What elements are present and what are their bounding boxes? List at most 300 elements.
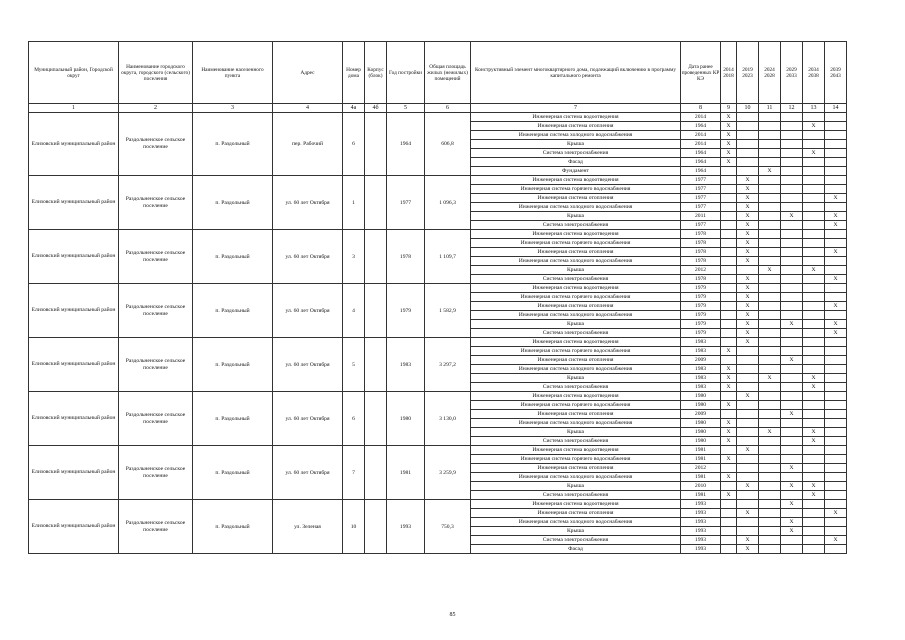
locality-cell: п. Раздольный bbox=[193, 338, 273, 392]
mark-2029-2033: X bbox=[781, 500, 803, 509]
mark-2039-2043 bbox=[825, 239, 847, 248]
mark-2024-2028: X bbox=[759, 266, 781, 275]
mark-2034-2038 bbox=[803, 230, 825, 239]
mark-2029-2033 bbox=[781, 428, 803, 437]
program-table-sheet bbox=[28, 41, 847, 554]
block-cell bbox=[365, 176, 387, 230]
structural-element-cell: Фасад bbox=[471, 158, 681, 167]
mark-2014-2018 bbox=[721, 464, 737, 473]
settlement-cell: Раздольненское сельское поселение bbox=[119, 284, 193, 338]
mark-2029-2033 bbox=[781, 365, 803, 374]
mark-2029-2033 bbox=[781, 455, 803, 464]
structural-element-cell: Инженерная система горячего водоснабжения bbox=[471, 239, 681, 248]
previous-repair-date-cell: 1977 bbox=[681, 194, 721, 203]
mark-2014-2018 bbox=[721, 221, 737, 230]
structural-element-cell: Инженерная система водоотведения bbox=[471, 176, 681, 185]
mark-2024-2028 bbox=[759, 284, 781, 293]
previous-repair-date-cell: 1993 bbox=[681, 518, 721, 527]
mark-2039-2043 bbox=[825, 518, 847, 527]
previous-repair-date-cell: 1993 bbox=[681, 500, 721, 509]
mark-2019-2023: X bbox=[737, 275, 759, 284]
column-number: 9 bbox=[721, 104, 737, 113]
mark-2039-2043 bbox=[825, 284, 847, 293]
mark-2034-2038 bbox=[803, 284, 825, 293]
mark-2024-2028 bbox=[759, 392, 781, 401]
column-number: 4а bbox=[343, 104, 365, 113]
mark-2034-2038 bbox=[803, 365, 825, 374]
mark-2029-2033: X bbox=[781, 482, 803, 491]
locality-cell: п. Раздольный bbox=[193, 176, 273, 230]
mark-2034-2038 bbox=[803, 536, 825, 545]
mark-2019-2023 bbox=[737, 347, 759, 356]
previous-repair-date-cell: 1977 bbox=[681, 185, 721, 194]
address-cell: ул. 60 лет Октября bbox=[273, 284, 343, 338]
table-row bbox=[29, 338, 847, 347]
column-number-row bbox=[29, 104, 847, 113]
block-cell bbox=[365, 446, 387, 500]
mark-2019-2023: X bbox=[737, 293, 759, 302]
table-row bbox=[29, 446, 847, 455]
address-cell: ул. Зеленая bbox=[273, 500, 343, 554]
table-row bbox=[29, 176, 847, 185]
mark-2034-2038 bbox=[803, 320, 825, 329]
mark-2014-2018: X bbox=[721, 365, 737, 374]
district-cell: Елизовский муниципальный район bbox=[29, 446, 119, 500]
mark-2024-2028 bbox=[759, 275, 781, 284]
program-table-body bbox=[29, 113, 847, 554]
mark-2019-2023 bbox=[737, 410, 759, 419]
column-number: 10 bbox=[737, 104, 759, 113]
column-number: 4 bbox=[273, 104, 343, 113]
previous-repair-date-cell: 1977 bbox=[681, 203, 721, 212]
mark-2024-2028 bbox=[759, 356, 781, 365]
structural-element-cell: Инженерная система горячего водоснабжения bbox=[471, 293, 681, 302]
mark-2039-2043 bbox=[825, 374, 847, 383]
mark-2019-2023 bbox=[737, 401, 759, 410]
table-row bbox=[29, 284, 847, 293]
header-locality: Наименование населенного пункта bbox=[193, 42, 273, 104]
settlement-cell: Раздольненское сельское поселение bbox=[119, 113, 193, 176]
mark-2019-2023: X bbox=[737, 176, 759, 185]
address-cell: ул. 60 лет Октября bbox=[273, 176, 343, 230]
previous-repair-date-cell: 1983 bbox=[681, 365, 721, 374]
mark-2014-2018 bbox=[721, 167, 737, 176]
mark-2019-2023: X bbox=[737, 311, 759, 320]
mark-2029-2033: X bbox=[781, 356, 803, 365]
mark-2029-2033 bbox=[781, 185, 803, 194]
mark-2019-2023 bbox=[737, 356, 759, 365]
structural-element-cell: Крыша bbox=[471, 374, 681, 383]
mark-2014-2018 bbox=[721, 293, 737, 302]
mark-2024-2028 bbox=[759, 419, 781, 428]
year-built-cell: 1964 bbox=[387, 113, 425, 176]
mark-2029-2033 bbox=[781, 419, 803, 428]
mark-2029-2033 bbox=[781, 536, 803, 545]
mark-2034-2038 bbox=[803, 185, 825, 194]
previous-repair-date-cell: 1978 bbox=[681, 239, 721, 248]
mark-2029-2033 bbox=[781, 437, 803, 446]
mark-2039-2043 bbox=[825, 266, 847, 275]
mark-2034-2038: X bbox=[803, 266, 825, 275]
structural-element-cell: Крыша bbox=[471, 482, 681, 491]
mark-2024-2028 bbox=[759, 293, 781, 302]
structural-element-cell: Инженерная система отопления bbox=[471, 122, 681, 131]
block-cell bbox=[365, 338, 387, 392]
mark-2024-2028 bbox=[759, 347, 781, 356]
mark-2014-2018 bbox=[721, 545, 737, 554]
structural-element-cell: Инженерная система холодного водоснабжения bbox=[471, 131, 681, 140]
mark-2034-2038 bbox=[803, 248, 825, 257]
structural-element-cell: Система электроснабжения bbox=[471, 275, 681, 284]
previous-repair-date-cell: 1977 bbox=[681, 176, 721, 185]
structural-element-cell: Инженерная система отопления bbox=[471, 410, 681, 419]
mark-2014-2018: X bbox=[721, 428, 737, 437]
district-cell: Елизовский муниципальный район bbox=[29, 284, 119, 338]
house-number-cell: 3 bbox=[343, 230, 365, 284]
structural-element-cell: Крыша bbox=[471, 320, 681, 329]
mark-2034-2038 bbox=[803, 176, 825, 185]
mark-2034-2038: X bbox=[803, 482, 825, 491]
mark-2019-2023: X bbox=[737, 185, 759, 194]
mark-2014-2018: X bbox=[721, 401, 737, 410]
mark-2039-2043 bbox=[825, 491, 847, 500]
structural-element-cell: Крыша bbox=[471, 266, 681, 275]
mark-2029-2033: X bbox=[781, 518, 803, 527]
mark-2039-2043: X bbox=[825, 212, 847, 221]
mark-2024-2028 bbox=[759, 320, 781, 329]
structural-element-cell: Инженерная система холодного водоснабжения bbox=[471, 473, 681, 482]
previous-repair-date-cell: 2014 bbox=[681, 131, 721, 140]
mark-2014-2018: X bbox=[721, 158, 737, 167]
structural-element-cell: Система электроснабжения bbox=[471, 329, 681, 338]
mark-2019-2023 bbox=[737, 266, 759, 275]
mark-2019-2023 bbox=[737, 365, 759, 374]
mark-2014-2018: X bbox=[721, 113, 737, 122]
column-number: 8 bbox=[681, 104, 721, 113]
structural-element-cell: Крыша bbox=[471, 428, 681, 437]
previous-repair-date-cell: 1979 bbox=[681, 311, 721, 320]
mark-2039-2043 bbox=[825, 401, 847, 410]
mark-2019-2023 bbox=[737, 527, 759, 536]
mark-2034-2038 bbox=[803, 203, 825, 212]
mark-2019-2023: X bbox=[737, 194, 759, 203]
mark-2029-2033 bbox=[781, 374, 803, 383]
mark-2034-2038 bbox=[803, 302, 825, 311]
mark-2014-2018 bbox=[721, 185, 737, 194]
locality-cell: п. Раздольный bbox=[193, 113, 273, 176]
mark-2039-2043: X bbox=[825, 302, 847, 311]
column-number: 7 bbox=[471, 104, 681, 113]
mark-2039-2043 bbox=[825, 356, 847, 365]
mark-2029-2033: X bbox=[781, 464, 803, 473]
mark-2034-2038 bbox=[803, 113, 825, 122]
mark-2024-2028 bbox=[759, 491, 781, 500]
column-number: 3 bbox=[193, 104, 273, 113]
mark-2029-2033 bbox=[781, 392, 803, 401]
mark-2014-2018: X bbox=[721, 491, 737, 500]
mark-2014-2018: X bbox=[721, 374, 737, 383]
mark-2029-2033 bbox=[781, 176, 803, 185]
previous-repair-date-cell: 1980 bbox=[681, 392, 721, 401]
previous-repair-date-cell: 1980 bbox=[681, 437, 721, 446]
house-number-cell: 5 bbox=[343, 338, 365, 392]
total-area-cell: 750,3 bbox=[425, 500, 471, 554]
mark-2034-2038 bbox=[803, 194, 825, 203]
mark-2039-2043: X bbox=[825, 509, 847, 518]
header-period-2039-2043: 2039 2043 bbox=[825, 42, 847, 104]
mark-2024-2028 bbox=[759, 401, 781, 410]
mark-2029-2033 bbox=[781, 302, 803, 311]
mark-2039-2043 bbox=[825, 473, 847, 482]
mark-2034-2038 bbox=[803, 401, 825, 410]
previous-repair-date-cell: 1980 bbox=[681, 419, 721, 428]
mark-2039-2043 bbox=[825, 140, 847, 149]
mark-2019-2023 bbox=[737, 473, 759, 482]
mark-2024-2028 bbox=[759, 257, 781, 266]
structural-element-cell: Система электроснабжения bbox=[471, 149, 681, 158]
mark-2029-2033 bbox=[781, 329, 803, 338]
mark-2039-2043: X bbox=[825, 320, 847, 329]
mark-2019-2023 bbox=[737, 437, 759, 446]
mark-2014-2018: X bbox=[721, 149, 737, 158]
previous-repair-date-cell: 1993 bbox=[681, 545, 721, 554]
previous-repair-date-cell: 2012 bbox=[681, 266, 721, 275]
locality-cell: п. Раздольный bbox=[193, 446, 273, 500]
previous-repair-date-cell: 1978 bbox=[681, 230, 721, 239]
mark-2019-2023: X bbox=[737, 212, 759, 221]
house-number-cell: 1 bbox=[343, 176, 365, 230]
structural-element-cell: Крыша bbox=[471, 212, 681, 221]
header-period-2014-2018: 2014 2018 bbox=[721, 42, 737, 104]
structural-element-cell: Инженерная система холодного водоснабжения bbox=[471, 311, 681, 320]
previous-repair-date-cell: 1978 bbox=[681, 248, 721, 257]
structural-element-cell: Инженерная система отопления bbox=[471, 356, 681, 365]
mark-2024-2028 bbox=[759, 446, 781, 455]
mark-2039-2043 bbox=[825, 464, 847, 473]
mark-2039-2043: X bbox=[825, 248, 847, 257]
mark-2034-2038: X bbox=[803, 491, 825, 500]
mark-2024-2028 bbox=[759, 221, 781, 230]
year-built-cell: 1983 bbox=[387, 338, 425, 392]
mark-2029-2033: X bbox=[781, 320, 803, 329]
year-built-cell: 1981 bbox=[387, 446, 425, 500]
mark-2014-2018 bbox=[721, 257, 737, 266]
house-number-cell: 4 bbox=[343, 284, 365, 338]
table-row bbox=[29, 113, 847, 122]
mark-2039-2043 bbox=[825, 392, 847, 401]
block-cell bbox=[365, 500, 387, 554]
total-area-cell: 3 259,9 bbox=[425, 446, 471, 500]
header-previous-repair-date: Дата ранее проведенных КР КЭ bbox=[681, 42, 721, 104]
column-number: 11 bbox=[759, 104, 781, 113]
structural-element-cell: Инженерная система холодного водоснабжения bbox=[471, 365, 681, 374]
mark-2019-2023 bbox=[737, 122, 759, 131]
structural-element-cell: Система электроснабжения bbox=[471, 437, 681, 446]
mark-2019-2023 bbox=[737, 140, 759, 149]
mark-2024-2028 bbox=[759, 482, 781, 491]
previous-repair-date-cell: 2011 bbox=[681, 212, 721, 221]
mark-2034-2038 bbox=[803, 527, 825, 536]
header-period-2019-2023: 2019 2023 bbox=[737, 42, 759, 104]
settlement-cell: Раздольненское сельское поселение bbox=[119, 338, 193, 392]
total-area-cell: 606,8 bbox=[425, 113, 471, 176]
mark-2034-2038: X bbox=[803, 437, 825, 446]
mark-2014-2018 bbox=[721, 500, 737, 509]
mark-2019-2023: X bbox=[737, 302, 759, 311]
mark-2024-2028 bbox=[759, 383, 781, 392]
mark-2034-2038: X bbox=[803, 383, 825, 392]
previous-repair-date-cell: 1983 bbox=[681, 374, 721, 383]
structural-element-cell: Инженерная система горячего водоснабжения bbox=[471, 347, 681, 356]
mark-2014-2018 bbox=[721, 194, 737, 203]
previous-repair-date-cell: 1983 bbox=[681, 383, 721, 392]
mark-2019-2023: X bbox=[737, 203, 759, 212]
mark-2034-2038 bbox=[803, 221, 825, 230]
mark-2034-2038: X bbox=[803, 374, 825, 383]
header-settlement: Наименование городского округа, городского (сельского) поселения bbox=[119, 42, 193, 104]
mark-2029-2033: X bbox=[781, 410, 803, 419]
mark-2014-2018 bbox=[721, 248, 737, 257]
mark-2014-2018: X bbox=[721, 473, 737, 482]
mark-2019-2023: X bbox=[737, 536, 759, 545]
mark-2024-2028: X bbox=[759, 167, 781, 176]
mark-2014-2018 bbox=[721, 284, 737, 293]
mark-2039-2043 bbox=[825, 437, 847, 446]
mark-2039-2043: X bbox=[825, 221, 847, 230]
column-number: 13 bbox=[803, 104, 825, 113]
year-built-cell: 1978 bbox=[387, 230, 425, 284]
mark-2024-2028 bbox=[759, 437, 781, 446]
previous-repair-date-cell: 1981 bbox=[681, 446, 721, 455]
mark-2019-2023 bbox=[737, 167, 759, 176]
mark-2034-2038 bbox=[803, 212, 825, 221]
address-cell: ул. 60 лет Октября bbox=[273, 446, 343, 500]
structural-element-cell: Система электроснабжения bbox=[471, 536, 681, 545]
mark-2014-2018: X bbox=[721, 383, 737, 392]
mark-2039-2043 bbox=[825, 185, 847, 194]
mark-2039-2043 bbox=[825, 158, 847, 167]
total-area-cell: 1 582,9 bbox=[425, 284, 471, 338]
mark-2039-2043 bbox=[825, 410, 847, 419]
mark-2039-2043 bbox=[825, 338, 847, 347]
mark-2014-2018 bbox=[721, 410, 737, 419]
mark-2039-2043 bbox=[825, 293, 847, 302]
mark-2019-2023: X bbox=[737, 482, 759, 491]
mark-2039-2043 bbox=[825, 419, 847, 428]
mark-2039-2043 bbox=[825, 455, 847, 464]
structural-element-cell: Инженерная система холодного водоснабжения bbox=[471, 419, 681, 428]
structural-element-cell: Система электроснабжения bbox=[471, 491, 681, 500]
mark-2039-2043 bbox=[825, 482, 847, 491]
mark-2039-2043 bbox=[825, 365, 847, 374]
structural-element-cell: Крыша bbox=[471, 527, 681, 536]
district-cell: Елизовский муниципальный район bbox=[29, 230, 119, 284]
mark-2024-2028 bbox=[759, 311, 781, 320]
mark-2019-2023: X bbox=[737, 221, 759, 230]
mark-2039-2043 bbox=[825, 149, 847, 158]
mark-2014-2018 bbox=[721, 356, 737, 365]
header-total-area: Общая площадь жилых (нежилых) помещений bbox=[425, 42, 471, 104]
mark-2014-2018 bbox=[721, 392, 737, 401]
mark-2034-2038 bbox=[803, 311, 825, 320]
mark-2024-2028: X bbox=[759, 428, 781, 437]
mark-2029-2033 bbox=[781, 275, 803, 284]
mark-2039-2043 bbox=[825, 176, 847, 185]
mark-2014-2018 bbox=[721, 176, 737, 185]
mark-2039-2043 bbox=[825, 230, 847, 239]
previous-repair-date-cell: 1980 bbox=[681, 401, 721, 410]
year-built-cell: 1993 bbox=[387, 500, 425, 554]
year-built-cell: 1979 bbox=[387, 284, 425, 338]
mark-2019-2023 bbox=[737, 455, 759, 464]
column-number: 2 bbox=[119, 104, 193, 113]
previous-repair-date-cell: 1981 bbox=[681, 491, 721, 500]
mark-2019-2023 bbox=[737, 500, 759, 509]
mark-2019-2023 bbox=[737, 428, 759, 437]
block-cell bbox=[365, 284, 387, 338]
mark-2014-2018: X bbox=[721, 122, 737, 131]
year-built-cell: 1977 bbox=[387, 176, 425, 230]
mark-2034-2038 bbox=[803, 473, 825, 482]
mark-2014-2018 bbox=[721, 230, 737, 239]
mark-2024-2028 bbox=[759, 410, 781, 419]
mark-2019-2023 bbox=[737, 374, 759, 383]
mark-2014-2018 bbox=[721, 446, 737, 455]
mark-2024-2028 bbox=[759, 455, 781, 464]
structural-element-cell: Инженерная система горячего водоснабжения bbox=[471, 185, 681, 194]
settlement-cell: Раздольненское сельское поселение bbox=[119, 230, 193, 284]
mark-2029-2033 bbox=[781, 113, 803, 122]
structural-element-cell: Инженерная система водоотведения bbox=[471, 338, 681, 347]
mark-2024-2028 bbox=[759, 500, 781, 509]
mark-2014-2018: X bbox=[721, 419, 737, 428]
mark-2034-2038 bbox=[803, 455, 825, 464]
previous-repair-date-cell: 1979 bbox=[681, 302, 721, 311]
mark-2019-2023: X bbox=[737, 230, 759, 239]
mark-2034-2038 bbox=[803, 500, 825, 509]
mark-2034-2038 bbox=[803, 338, 825, 347]
previous-repair-date-cell: 1979 bbox=[681, 320, 721, 329]
mark-2014-2018 bbox=[721, 536, 737, 545]
mark-2014-2018: X bbox=[721, 140, 737, 149]
mark-2039-2043 bbox=[825, 500, 847, 509]
settlement-cell: Раздольненское сельское поселение bbox=[119, 500, 193, 554]
address-cell: пер. Рабочий bbox=[273, 113, 343, 176]
mark-2014-2018: X bbox=[721, 131, 737, 140]
mark-2014-2018 bbox=[721, 329, 737, 338]
mark-2034-2038: X bbox=[803, 428, 825, 437]
structural-element-cell: Инженерная система горячего водоснабжения bbox=[471, 401, 681, 410]
previous-repair-date-cell: 2009 bbox=[681, 410, 721, 419]
header-row bbox=[29, 42, 847, 104]
structural-element-cell: Инженерная система отопления bbox=[471, 464, 681, 473]
previous-repair-date-cell: 1979 bbox=[681, 329, 721, 338]
mark-2029-2033 bbox=[781, 509, 803, 518]
mark-2014-2018 bbox=[721, 212, 737, 221]
mark-2024-2028 bbox=[759, 176, 781, 185]
settlement-cell: Раздольненское сельское поселение bbox=[119, 392, 193, 446]
mark-2024-2028 bbox=[759, 329, 781, 338]
mark-2014-2018 bbox=[721, 302, 737, 311]
mark-2039-2043 bbox=[825, 167, 847, 176]
header-structural-element: Конструктивный элемент многоквартирного дома, подлежащий включению в программу капитального ремонта bbox=[471, 42, 681, 104]
previous-repair-date-cell: 1979 bbox=[681, 284, 721, 293]
previous-repair-date-cell: 1983 bbox=[681, 347, 721, 356]
settlement-cell: Раздольненское сельское поселение bbox=[119, 446, 193, 500]
structural-element-cell: Инженерная система отопления bbox=[471, 302, 681, 311]
house-number-cell: 7 bbox=[343, 446, 365, 500]
mark-2029-2033 bbox=[781, 194, 803, 203]
